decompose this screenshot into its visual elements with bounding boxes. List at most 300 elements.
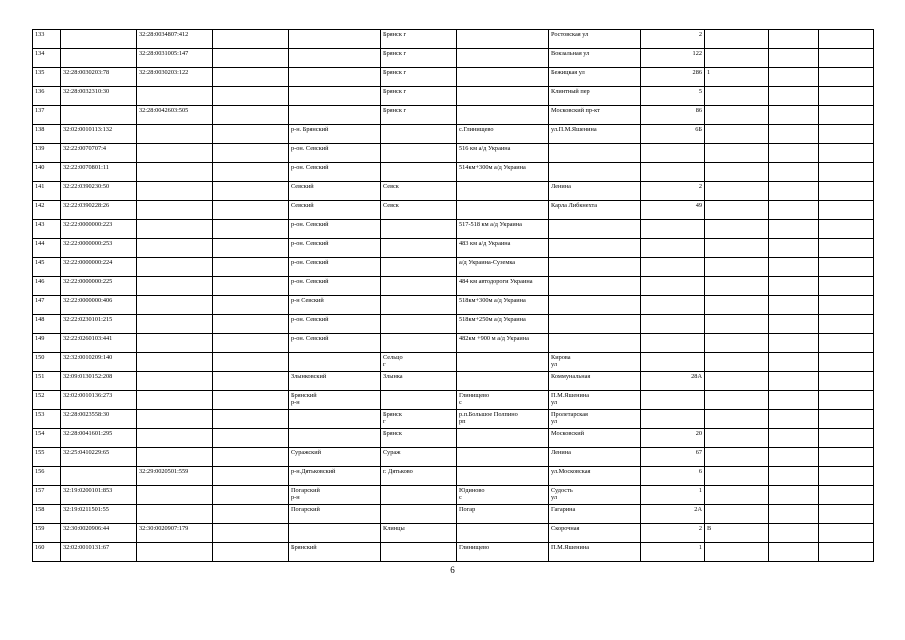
cell-col-11: [769, 505, 819, 524]
cell-building: [705, 296, 769, 315]
cell-col-11: [769, 277, 819, 296]
cell-cadastral-number: 32:02:0010136:273: [61, 391, 137, 410]
cell-col-12: [819, 182, 874, 201]
cell-col-12: [819, 391, 874, 410]
cell-district: р-он. Севский: [289, 220, 381, 239]
cell-city: [381, 505, 457, 524]
cell-row-number: 142: [33, 201, 61, 220]
cell-house-number: 20: [641, 429, 705, 448]
cell-street: [549, 144, 641, 163]
cell-row-number: 137: [33, 106, 61, 125]
cell-row-number: 147: [33, 296, 61, 315]
cell-settlement: [457, 49, 549, 68]
cell-house-number: [641, 296, 705, 315]
cell-settlement: а/д Украина-Суземка: [457, 258, 549, 277]
cell-col-4: [213, 144, 289, 163]
cell-street: [549, 296, 641, 315]
table-row: [33, 524, 874, 543]
cell-col-12: [819, 372, 874, 391]
cell-col-4: [213, 239, 289, 258]
cell-street: Ленина: [549, 448, 641, 467]
cell-col-4: [213, 429, 289, 448]
cell-building: [705, 144, 769, 163]
cell-col-11: [769, 163, 819, 182]
cell-building: [705, 49, 769, 68]
cell-cadastral-number-alt: [137, 296, 213, 315]
register-table: [32, 29, 874, 562]
table-row: [33, 391, 874, 410]
table-row: [33, 353, 874, 372]
cell-cadastral-number: 32:02:0010113:132: [61, 125, 137, 144]
cell-district: р-он. Севский: [289, 144, 381, 163]
table-row: [33, 106, 874, 125]
table-row: [33, 144, 874, 163]
page-number: 6: [450, 565, 455, 575]
table-body: [33, 30, 874, 562]
cell-col-11: [769, 391, 819, 410]
cell-building: [705, 353, 769, 372]
cell-city: Клинцы: [381, 524, 457, 543]
cell-district: [289, 87, 381, 106]
cell-cadastral-number-alt: [137, 258, 213, 277]
table-row: [33, 372, 874, 391]
cell-building: [705, 486, 769, 505]
cell-col-4: [213, 315, 289, 334]
cell-district: [289, 68, 381, 87]
cell-building: [705, 182, 769, 201]
table-row: [33, 429, 874, 448]
cell-col-11: [769, 334, 819, 353]
table-row: [33, 49, 874, 68]
cell-street: [549, 163, 641, 182]
cell-settlement: 516 км а/д Украина: [457, 144, 549, 163]
cell-col-12: [819, 467, 874, 486]
cell-district: [289, 106, 381, 125]
cell-col-12: [819, 258, 874, 277]
cell-house-number: [641, 277, 705, 296]
cell-building: [705, 277, 769, 296]
cell-cadastral-number: 32:28:0023558:30: [61, 410, 137, 429]
cell-street: [549, 315, 641, 334]
cell-row-number: 156: [33, 467, 61, 486]
cell-district: Брянский р-н: [289, 391, 381, 410]
cell-col-12: [819, 49, 874, 68]
cell-col-4: [213, 296, 289, 315]
cell-col-11: [769, 239, 819, 258]
cell-district: [289, 30, 381, 49]
cell-cadastral-number-alt: [137, 87, 213, 106]
cell-cadastral-number: 32:30:0020906:44: [61, 524, 137, 543]
cell-cadastral-number-alt: [137, 315, 213, 334]
cell-street: Кирова ул: [549, 353, 641, 372]
cell-settlement: [457, 429, 549, 448]
cell-city: [381, 334, 457, 353]
cell-street: П.М.Яшенина ул: [549, 391, 641, 410]
cell-district: р-он. Севский: [289, 163, 381, 182]
cell-col-12: [819, 125, 874, 144]
cell-row-number: 134: [33, 49, 61, 68]
cell-city: г. Дятьково: [381, 467, 457, 486]
cell-settlement: 483 км а/д Украина: [457, 239, 549, 258]
cell-cadastral-number: 32:32:0010209:140: [61, 353, 137, 372]
cell-col-4: [213, 334, 289, 353]
cell-district: Погарский р-н: [289, 486, 381, 505]
cell-col-4: [213, 467, 289, 486]
table-row: [33, 87, 874, 106]
cell-house-number: 28А: [641, 372, 705, 391]
cell-row-number: 139: [33, 144, 61, 163]
cell-building: [705, 87, 769, 106]
cell-cadastral-number: 32:22:0000000:406: [61, 296, 137, 315]
cell-district: Севский: [289, 182, 381, 201]
cell-col-11: [769, 448, 819, 467]
cell-street: [549, 258, 641, 277]
table-row: [33, 448, 874, 467]
cell-district: Суражский: [289, 448, 381, 467]
cell-col-11: [769, 106, 819, 125]
cell-district: р-он. Севский: [289, 239, 381, 258]
cell-city: Брянск г: [381, 30, 457, 49]
cell-cadastral-number-alt: [137, 372, 213, 391]
cell-building: [705, 220, 769, 239]
table-row: [33, 296, 874, 315]
cell-district: р-он. Севский: [289, 277, 381, 296]
cell-district: р-н.Дятьковский: [289, 467, 381, 486]
cell-building: [705, 30, 769, 49]
cell-city: Брянск г: [381, 87, 457, 106]
cell-house-number: [641, 163, 705, 182]
cell-street: Судость ул: [549, 486, 641, 505]
cell-street: П.М.Яшенина: [549, 543, 641, 562]
cell-cadastral-number-alt: [137, 410, 213, 429]
cell-district: р-он. Севский: [289, 334, 381, 353]
table-row: [33, 334, 874, 353]
cell-col-11: [769, 30, 819, 49]
cell-city: Брянск: [381, 429, 457, 448]
cell-cadastral-number-alt: [137, 543, 213, 562]
cell-city: Брянск г: [381, 49, 457, 68]
cell-cadastral-number: 32:09:0130152:208: [61, 372, 137, 391]
cell-city: Злынка: [381, 372, 457, 391]
cell-building: [705, 429, 769, 448]
table-row: [33, 315, 874, 334]
cell-building: [705, 543, 769, 562]
cell-city: Брянск г: [381, 410, 457, 429]
cell-settlement: [457, 467, 549, 486]
cell-cadastral-number: 32:22:0070707:4: [61, 144, 137, 163]
cell-row-number: 160: [33, 543, 61, 562]
cell-street: Вокзальная ул: [549, 49, 641, 68]
table-row: [33, 68, 874, 87]
cell-col-11: [769, 410, 819, 429]
cell-col-4: [213, 163, 289, 182]
cell-col-12: [819, 87, 874, 106]
cell-house-number: 2А: [641, 505, 705, 524]
cell-city: [381, 220, 457, 239]
cell-city: [381, 258, 457, 277]
cell-cadastral-number-alt: [137, 277, 213, 296]
table-row: [33, 220, 874, 239]
cell-house-number: [641, 315, 705, 334]
cell-cadastral-number: 32:22:0390230:50: [61, 182, 137, 201]
cell-col-11: [769, 220, 819, 239]
cell-settlement: [457, 87, 549, 106]
table-row: [33, 467, 874, 486]
cell-city: [381, 391, 457, 410]
cell-col-11: [769, 429, 819, 448]
cell-cadastral-number-alt: 32:30:0020907:179: [137, 524, 213, 543]
cell-house-number: 1: [641, 543, 705, 562]
cell-cadastral-number: 32:25:0410229:65: [61, 448, 137, 467]
cell-col-12: [819, 334, 874, 353]
cell-cadastral-number-alt: [137, 163, 213, 182]
cell-col-12: [819, 524, 874, 543]
cell-street: ул.П.М.Яшенина: [549, 125, 641, 144]
cell-row-number: 136: [33, 87, 61, 106]
cell-city: [381, 239, 457, 258]
cell-col-11: [769, 296, 819, 315]
cell-col-11: [769, 372, 819, 391]
cell-city: [381, 144, 457, 163]
cell-building: [705, 334, 769, 353]
cell-row-number: 151: [33, 372, 61, 391]
cell-row-number: 157: [33, 486, 61, 505]
cell-row-number: 150: [33, 353, 61, 372]
table-row: [33, 505, 874, 524]
cell-col-11: [769, 87, 819, 106]
cell-row-number: 146: [33, 277, 61, 296]
cell-col-4: [213, 125, 289, 144]
cell-district: [289, 524, 381, 543]
cell-col-12: [819, 239, 874, 258]
cell-col-12: [819, 505, 874, 524]
cell-house-number: 67: [641, 448, 705, 467]
cell-building: [705, 315, 769, 334]
cell-cadastral-number-alt: 32:28:0042603:505: [137, 106, 213, 125]
table-row: [33, 201, 874, 220]
cell-settlement: 484 км автодороги Украина: [457, 277, 549, 296]
cell-col-12: [819, 353, 874, 372]
cell-col-4: [213, 49, 289, 68]
cell-col-12: [819, 429, 874, 448]
cell-cadastral-number-alt: [137, 486, 213, 505]
cell-col-12: [819, 315, 874, 334]
cell-col-4: [213, 505, 289, 524]
cell-col-4: [213, 106, 289, 125]
cell-col-4: [213, 30, 289, 49]
cell-building: [705, 239, 769, 258]
cell-settlement: [457, 448, 549, 467]
cell-building: [705, 106, 769, 125]
cell-street: [549, 220, 641, 239]
cell-row-number: 148: [33, 315, 61, 334]
cell-row-number: 158: [33, 505, 61, 524]
cell-cadastral-number: 32:22:0070801:11: [61, 163, 137, 182]
cell-cadastral-number: 32:28:0032310:30: [61, 87, 137, 106]
cell-col-12: [819, 220, 874, 239]
cell-col-4: [213, 391, 289, 410]
cell-col-4: [213, 486, 289, 505]
cell-cadastral-number-alt: [137, 220, 213, 239]
cell-street: Пролетарская ул: [549, 410, 641, 429]
cell-city: Севск: [381, 182, 457, 201]
cell-col-4: [213, 182, 289, 201]
cell-cadastral-number: 32:22:0000000:224: [61, 258, 137, 277]
cell-city: Брянск г: [381, 106, 457, 125]
cell-row-number: 145: [33, 258, 61, 277]
table-row: [33, 277, 874, 296]
cell-row-number: 152: [33, 391, 61, 410]
table-row: [33, 258, 874, 277]
cell-district: р-н Севский: [289, 296, 381, 315]
cell-street: Скорочная: [549, 524, 641, 543]
cell-district: [289, 353, 381, 372]
cell-street: Московский пр-кт: [549, 106, 641, 125]
cell-col-11: [769, 68, 819, 87]
cell-house-number: 286: [641, 68, 705, 87]
cell-cadastral-number-alt: [137, 448, 213, 467]
cell-house-number: [641, 220, 705, 239]
cell-building: [705, 467, 769, 486]
cell-building: [705, 125, 769, 144]
cell-street: [549, 334, 641, 353]
cell-cadastral-number: 32:22:0000000:223: [61, 220, 137, 239]
cell-city: Севск: [381, 201, 457, 220]
cell-city: [381, 486, 457, 505]
cell-house-number: [641, 144, 705, 163]
cell-building: 1: [705, 68, 769, 87]
cell-house-number: 6Б: [641, 125, 705, 144]
cell-building: [705, 372, 769, 391]
cell-district: [289, 429, 381, 448]
cell-cadastral-number-alt: 32:28:0034807:412: [137, 30, 213, 49]
cell-col-12: [819, 30, 874, 49]
cell-city: Брянск г: [381, 68, 457, 87]
cell-building: [705, 258, 769, 277]
cell-building: [705, 410, 769, 429]
cell-col-4: [213, 410, 289, 429]
cell-building: [705, 505, 769, 524]
table-row: [33, 163, 874, 182]
cell-house-number: 5: [641, 87, 705, 106]
cell-settlement: 518км+250м а/д Украина: [457, 315, 549, 334]
cell-district: Брянский: [289, 543, 381, 562]
cell-house-number: 2: [641, 182, 705, 201]
cell-cadastral-number-alt: [137, 391, 213, 410]
table-row: [33, 239, 874, 258]
cell-street: [549, 239, 641, 258]
cell-street: Московский: [549, 429, 641, 448]
cell-cadastral-number: 32:28:0041601:295: [61, 429, 137, 448]
cell-building: [705, 201, 769, 220]
cell-col-12: [819, 144, 874, 163]
cell-building: [705, 448, 769, 467]
cell-col-4: [213, 201, 289, 220]
cell-cadastral-number: 32:19:0211501:55: [61, 505, 137, 524]
cell-cadastral-number-alt: [137, 144, 213, 163]
cell-street: Ленина: [549, 182, 641, 201]
cell-row-number: 144: [33, 239, 61, 258]
cell-col-11: [769, 258, 819, 277]
cell-cadastral-number-alt: 32:29:0020501:559: [137, 467, 213, 486]
cell-settlement: Юдиново с: [457, 486, 549, 505]
cell-city: [381, 543, 457, 562]
cell-cadastral-number: 32:22:0000000:253: [61, 239, 137, 258]
cell-house-number: [641, 410, 705, 429]
cell-street: Гагарина: [549, 505, 641, 524]
cell-col-12: [819, 410, 874, 429]
cell-house-number: [641, 258, 705, 277]
cell-street: Бежицкая ул: [549, 68, 641, 87]
cell-row-number: 143: [33, 220, 61, 239]
cell-city: [381, 315, 457, 334]
cell-col-4: [213, 543, 289, 562]
cell-building: В: [705, 524, 769, 543]
cell-col-4: [213, 220, 289, 239]
cell-city: [381, 277, 457, 296]
cell-col-4: [213, 353, 289, 372]
cell-row-number: 159: [33, 524, 61, 543]
cell-cadastral-number-alt: 32:28:0030203:122: [137, 68, 213, 87]
cell-city: [381, 163, 457, 182]
cell-cadastral-number: 32:02:0010131:67: [61, 543, 137, 562]
cell-settlement: [457, 68, 549, 87]
cell-cadastral-number-alt: [137, 239, 213, 258]
cell-house-number: [641, 239, 705, 258]
cell-col-11: [769, 315, 819, 334]
cell-street: Ростовская ул: [549, 30, 641, 49]
cell-settlement: [457, 30, 549, 49]
cell-cadastral-number: [61, 30, 137, 49]
cell-col-12: [819, 448, 874, 467]
cell-settlement: [457, 372, 549, 391]
cell-col-11: [769, 353, 819, 372]
cell-settlement: Погар: [457, 505, 549, 524]
cell-district: Злынковский: [289, 372, 381, 391]
cell-cadastral-number: 32:28:0030203:78: [61, 68, 137, 87]
cell-col-4: [213, 448, 289, 467]
cell-row-number: 133: [33, 30, 61, 49]
cell-street: Коммунальная: [549, 372, 641, 391]
cell-district: [289, 410, 381, 429]
cell-settlement: Глинищево: [457, 543, 549, 562]
cell-settlement: [457, 201, 549, 220]
cell-house-number: 6: [641, 467, 705, 486]
cell-street: [549, 277, 641, 296]
cell-settlement: 514км+300м а/д Украина: [457, 163, 549, 182]
cell-house-number: [641, 391, 705, 410]
cell-house-number: 49: [641, 201, 705, 220]
cell-col-4: [213, 87, 289, 106]
cell-settlement: с.Глинищево: [457, 125, 549, 144]
cell-district: Погарский: [289, 505, 381, 524]
cell-col-12: [819, 201, 874, 220]
cell-col-11: [769, 144, 819, 163]
cell-row-number: 141: [33, 182, 61, 201]
cell-district: [289, 49, 381, 68]
cell-col-12: [819, 543, 874, 562]
cell-city: Сельцо г: [381, 353, 457, 372]
cell-house-number: 2: [641, 524, 705, 543]
cell-cadastral-number: 32:22:0230101:215: [61, 315, 137, 334]
cell-cadastral-number: [61, 467, 137, 486]
cell-row-number: 155: [33, 448, 61, 467]
cell-cadastral-number-alt: 32:28:0031005:147: [137, 49, 213, 68]
cell-cadastral-number-alt: [137, 201, 213, 220]
cell-city: Сураж: [381, 448, 457, 467]
cell-cadastral-number: [61, 106, 137, 125]
cell-col-11: [769, 201, 819, 220]
